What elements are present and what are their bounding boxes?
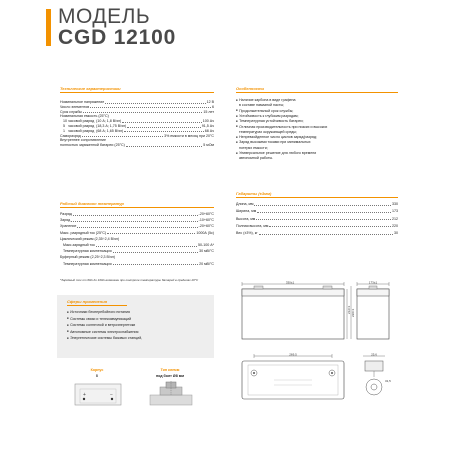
spec-value: 30 (394, 231, 398, 236)
list-item: ■ Температурная устойчивость батареи; (236, 119, 304, 125)
list-item: ■ Отличная производительность при низких и высоких (236, 125, 327, 131)
spec-value: 50-100 А* (198, 243, 214, 247)
dot-leader (124, 129, 204, 133)
spec-value: 173 (392, 209, 398, 214)
list-item: ■ Системы связи и телекоммуникаций (67, 317, 131, 323)
title-model-label: МОДЕЛЬ (58, 5, 151, 28)
spec-label: Число элементов (60, 104, 90, 109)
spec-label: Разряд (60, 212, 72, 216)
terminal-detail-view (355, 353, 395, 403)
spec-row (236, 209, 398, 214)
spec-value: 12 В (206, 100, 214, 104)
spec-row (60, 243, 214, 248)
terminal-drawing (148, 381, 194, 407)
dot-leader (71, 218, 198, 222)
height-dim-label: 212±1 (347, 305, 351, 314)
spheres-heading: Сферы применения (67, 299, 107, 304)
svg-text:+: + (83, 392, 86, 398)
spec-label: Вес (±3%), кг (236, 231, 258, 236)
tech-heading-line (60, 92, 214, 93)
spec-row (60, 212, 214, 217)
spec-row (236, 224, 398, 229)
spec-value: 68 Ач (204, 128, 214, 133)
spec-row-heading: Номинальная емкость (25°C) (60, 114, 109, 119)
spec-row (60, 231, 214, 236)
dot-leader (83, 110, 202, 114)
spec-value: 6 (212, 104, 214, 109)
spec-label: полностью заряженной батареи (25°C) (60, 143, 125, 148)
spec-value: -20+60°C (198, 212, 214, 216)
spec-label: 10 часовой разряд (10 А; 1,8 В/эл) (60, 119, 122, 124)
terminal-label: Тип клемм (160, 368, 180, 372)
battery-end-view (355, 281, 395, 353)
spec-value: 1000А (5с) (196, 230, 214, 235)
dot-leader (269, 224, 391, 228)
list-item: ■ Наличие карбона в виде графена (236, 98, 296, 104)
title-model-name: CGD 12100 (58, 26, 177, 49)
spec-value: 212 (392, 216, 398, 221)
list-item: ■ Универсальное решение для любого времени (236, 151, 316, 157)
spec-value: -10+60°C (198, 218, 214, 223)
spec-label: Полная высота, мм (236, 223, 269, 228)
spec-label: Заряд (60, 218, 71, 223)
spec-row-heading: Внутреннее сопротивление (60, 138, 107, 143)
spec-row (60, 143, 214, 148)
spec-value: 91,5 Ач (201, 124, 214, 128)
spheres-heading-line (67, 305, 127, 306)
spec-row (236, 231, 398, 236)
svg-text:−: − (110, 392, 113, 398)
spec-label: Ширина, мм (236, 209, 257, 214)
spec-label: 1 часовой разряд (68 А; 1,65 В/эл) (60, 128, 124, 133)
list-item: ■ Продолжительный срок службы; (236, 109, 293, 115)
spec-label: Температурная компенсация (60, 249, 112, 254)
list-item: ■ Устойчивость к глубоким разрядам; (236, 114, 299, 120)
spec-value: 330 (392, 202, 398, 206)
spec-row (236, 202, 398, 207)
spec-row (60, 218, 214, 223)
spec-value: 3% емкости в месяц при 20°C (164, 133, 214, 138)
spec-label: Высота, мм (236, 216, 256, 221)
dot-leader (82, 134, 163, 138)
case-label: Корпус (90, 368, 104, 372)
terminal-pitch-label: 31,5 (385, 379, 391, 383)
dims-heading: Габариты (±3мм) (236, 191, 272, 196)
spec-row-heading: Циклический режим (2,35÷2,4 В/эл) (60, 236, 120, 241)
spec-row (236, 217, 398, 222)
case-drawing (74, 381, 122, 407)
temp-heading: Рабочий диапазон температур (60, 201, 124, 206)
temp-footnote: *Зарядный ток от 60А до 100А возможен при контроле температуры батарей в пределах 20°C (60, 278, 199, 282)
spec-row (60, 224, 214, 229)
terminal-value: под болт Ø8 мм (155, 374, 185, 378)
dot-leader (77, 224, 197, 228)
spec-value: -20+60°C (198, 224, 214, 229)
spec-label: Саморазряд (60, 133, 81, 138)
spec-label: Макс. разрядный ток (25°C) (60, 230, 107, 235)
list-item: потерях емкости; (236, 145, 268, 150)
spec-label: Длина, мм (236, 202, 254, 206)
spec-label: Хранение (60, 224, 77, 229)
spec-value: 5 мОм (203, 143, 214, 148)
features-heading: Особенности (236, 86, 264, 91)
list-item: ■ Автономные системы электроснабжения (67, 330, 138, 336)
features-heading-line (236, 92, 398, 93)
terminal-span-label: 269,5 (289, 352, 297, 357)
title-accent-bar (46, 9, 51, 46)
terminal-width-label: 25,6 (371, 352, 377, 357)
dot-leader (107, 231, 195, 235)
spec-value: 220 (392, 223, 398, 228)
dot-leader (73, 212, 198, 216)
spec-row-heading: Буферный режим (2,25÷2,3 В/эл) (60, 255, 116, 260)
dot-leader (257, 209, 391, 213)
full-height-dim-label: 220±1 (351, 308, 355, 317)
list-item: ■ Источники бесперебойного питания (67, 310, 130, 316)
dot-leader (96, 243, 197, 247)
spec-label: Номинальное напряжение (60, 100, 105, 104)
list-item: ■ Энергетические системы базовых станций, (67, 336, 142, 342)
spec-value: 30 мВ/°C (199, 249, 214, 254)
spec-label: Макс.зарядный ток (60, 243, 95, 247)
dot-leader (113, 249, 199, 253)
spec-label: 5 часовой разряд (18,3 А; 1,75 В/эл) (60, 124, 127, 128)
spec-row (60, 262, 214, 267)
spec-value: 20 мВ/°C (199, 261, 214, 266)
list-item: температурах окружающей среды; (236, 129, 297, 134)
dot-leader (90, 105, 211, 109)
case-value: B (95, 374, 99, 378)
list-item: ■ Непревзойденное число циклов заряд/разряд; (236, 135, 317, 141)
list-item: ■ Заряд высокими токами при минимальных (236, 140, 311, 146)
dot-leader (126, 143, 202, 147)
dot-leader (105, 100, 205, 104)
width-dim-label: 173±1 (368, 280, 378, 285)
list-item: в составе намазной пасты; (236, 103, 285, 108)
length-dim-label: 330±1 (285, 280, 295, 285)
dims-heading-line (236, 197, 398, 198)
spec-row (60, 249, 214, 254)
dot-leader (256, 217, 391, 221)
spec-value: 15 лет (203, 109, 214, 114)
battery-top-view (234, 353, 354, 403)
spec-label: Температурная компенсация (60, 261, 112, 266)
dot-leader (254, 202, 391, 206)
dot-leader (127, 124, 201, 128)
dot-leader (122, 119, 202, 123)
dot-leader (113, 262, 199, 266)
spec-value: 100 Ач (202, 119, 214, 124)
temp-heading-line (60, 207, 214, 208)
tech-heading: Технические характеристики (60, 86, 121, 91)
list-item: ■ Системы солнечной и ветроэнергетики (67, 323, 135, 329)
battery-side-view (234, 281, 354, 353)
spec-label: Срок службы (60, 109, 82, 114)
dot-leader (259, 231, 393, 235)
list-item: автономной работы. (236, 156, 274, 161)
